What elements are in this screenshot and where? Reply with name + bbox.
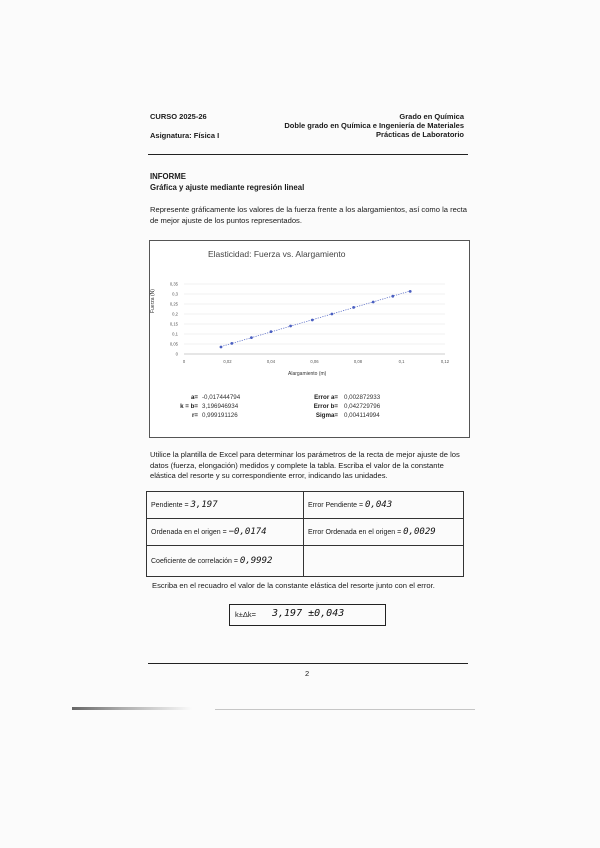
practices-label: Prácticas de Laboratorio — [376, 130, 464, 139]
header-rule — [148, 154, 468, 155]
data-point — [250, 336, 253, 339]
a-label: a= — [190, 394, 198, 401]
data-point — [409, 290, 412, 293]
y-tick-label: 0,3 — [172, 291, 178, 297]
y-axis-label: Fuerza (N) — [150, 289, 156, 313]
x-tick-label: 0,02 — [223, 359, 232, 364]
data-point — [372, 301, 375, 304]
data-point — [311, 319, 314, 322]
empty-cell — [304, 546, 464, 577]
instruction-2: Utilice la plantilla de Excel para determinar los parámetros de la recta de mejor ajuste de los datos (fuerza, elongación) medidos y complete la tabla. Escriba el valor de la constante elástica del resorte y su correspondiente error, indicando las unidades. — [150, 450, 460, 480]
x-tick-label: 0,06 — [310, 359, 319, 364]
y-tick-label: 0,1 — [172, 331, 178, 337]
instruction-3: Escriba en el recuadro el valor de la constante elástica del resorte junto con el error. — [152, 581, 435, 590]
data-point — [270, 330, 273, 333]
r-label: r= — [191, 412, 198, 419]
page-number: 2 — [305, 669, 310, 678]
answer-box — [229, 604, 386, 626]
slope-label: Pendiente = — [151, 502, 191, 509]
footer-rule — [148, 663, 468, 664]
chart-frame — [149, 240, 470, 438]
x-tick-label: 0,08 — [353, 359, 363, 364]
data-point — [289, 325, 292, 328]
answer-label: k±Δk= — [235, 610, 257, 619]
r-value: 0,999191126 — [202, 412, 238, 419]
y-tick-label: 0,05 — [169, 341, 178, 347]
report-title: INFORME — [150, 172, 186, 181]
kb-label: k = b= — [180, 403, 198, 410]
correlation-cell — [147, 546, 304, 577]
degree-label: Grado en Química — [399, 112, 464, 121]
err-b-value: 0,042729796 — [344, 403, 381, 410]
double-degree-label: Doble grado en Química e Ingeniería de Materiales — [284, 121, 464, 130]
answer-value: 3,197 ±0,043 — [272, 608, 345, 619]
data-point — [391, 295, 394, 298]
y-tick-label: 0,15 — [169, 321, 178, 327]
data-point — [331, 313, 334, 316]
data-point — [220, 346, 223, 349]
a-value: -0,017444794 — [202, 394, 241, 401]
fit-line — [221, 291, 410, 347]
slope-cell — [147, 492, 304, 519]
err-a-value: 0,002872933 — [344, 394, 381, 401]
data-point — [230, 342, 233, 345]
intercept-cell — [147, 519, 304, 546]
err-b-label: Error b= — [313, 403, 338, 410]
instruction-1: Represente gráficamente los valores de la fuerza frente a los alargamientos, así como la recta de mejor ajuste de los puntos representados. — [150, 205, 467, 225]
y-tick-label: 0,2 — [172, 311, 178, 317]
x-axis-label: Alargamiento (m) — [288, 371, 327, 377]
scan-artifact — [72, 707, 192, 710]
y-tick-label: 0 — [175, 351, 178, 357]
scan-artifact-line — [215, 709, 475, 710]
slope-error-value: 0,043 — [365, 500, 393, 510]
chart-title: Elasticidad: Fuerza vs. Alargamiento — [208, 249, 346, 259]
sigma-value: 0,004114994 — [344, 412, 380, 419]
kb-value: 3,196946934 — [202, 403, 239, 410]
report-subtitle: Gráfica y ajuste mediante regresión lineal — [150, 183, 305, 192]
x-tick-label: 0,04 — [266, 359, 276, 364]
intercept-error-label: Error Ordenada en el origen = — [308, 529, 404, 536]
err-a-label: Error a= — [314, 394, 338, 401]
x-tick-label: 0,12 — [440, 359, 450, 364]
slope-error-label: Error Pendiente = — [308, 502, 366, 509]
intercept-error-cell — [304, 519, 464, 546]
sigma-label: Sigma= — [315, 412, 338, 419]
subject-label: Asignatura: Física I — [150, 131, 220, 140]
y-tick-label: 0,25 — [169, 301, 178, 307]
x-tick-label: 0,1 — [398, 359, 405, 364]
data-point — [352, 306, 355, 309]
x-tick-label: 0 — [182, 359, 186, 364]
results-table — [146, 491, 464, 577]
intercept-value: −0,0174 — [228, 527, 267, 537]
correlation-value: 0,9992 — [239, 556, 273, 566]
correlation-label: Coeficiente de correlación = — [151, 558, 240, 565]
slope-error-cell — [304, 492, 464, 519]
slope-value: 3,197 — [190, 500, 218, 510]
intercept-label: Ordenada en el origen = — [151, 529, 229, 536]
course-label: CURSO 2025-26 — [150, 112, 207, 121]
intercept-error-value: 0,0029 — [403, 527, 436, 537]
y-tick-label: 0,35 — [169, 281, 178, 287]
